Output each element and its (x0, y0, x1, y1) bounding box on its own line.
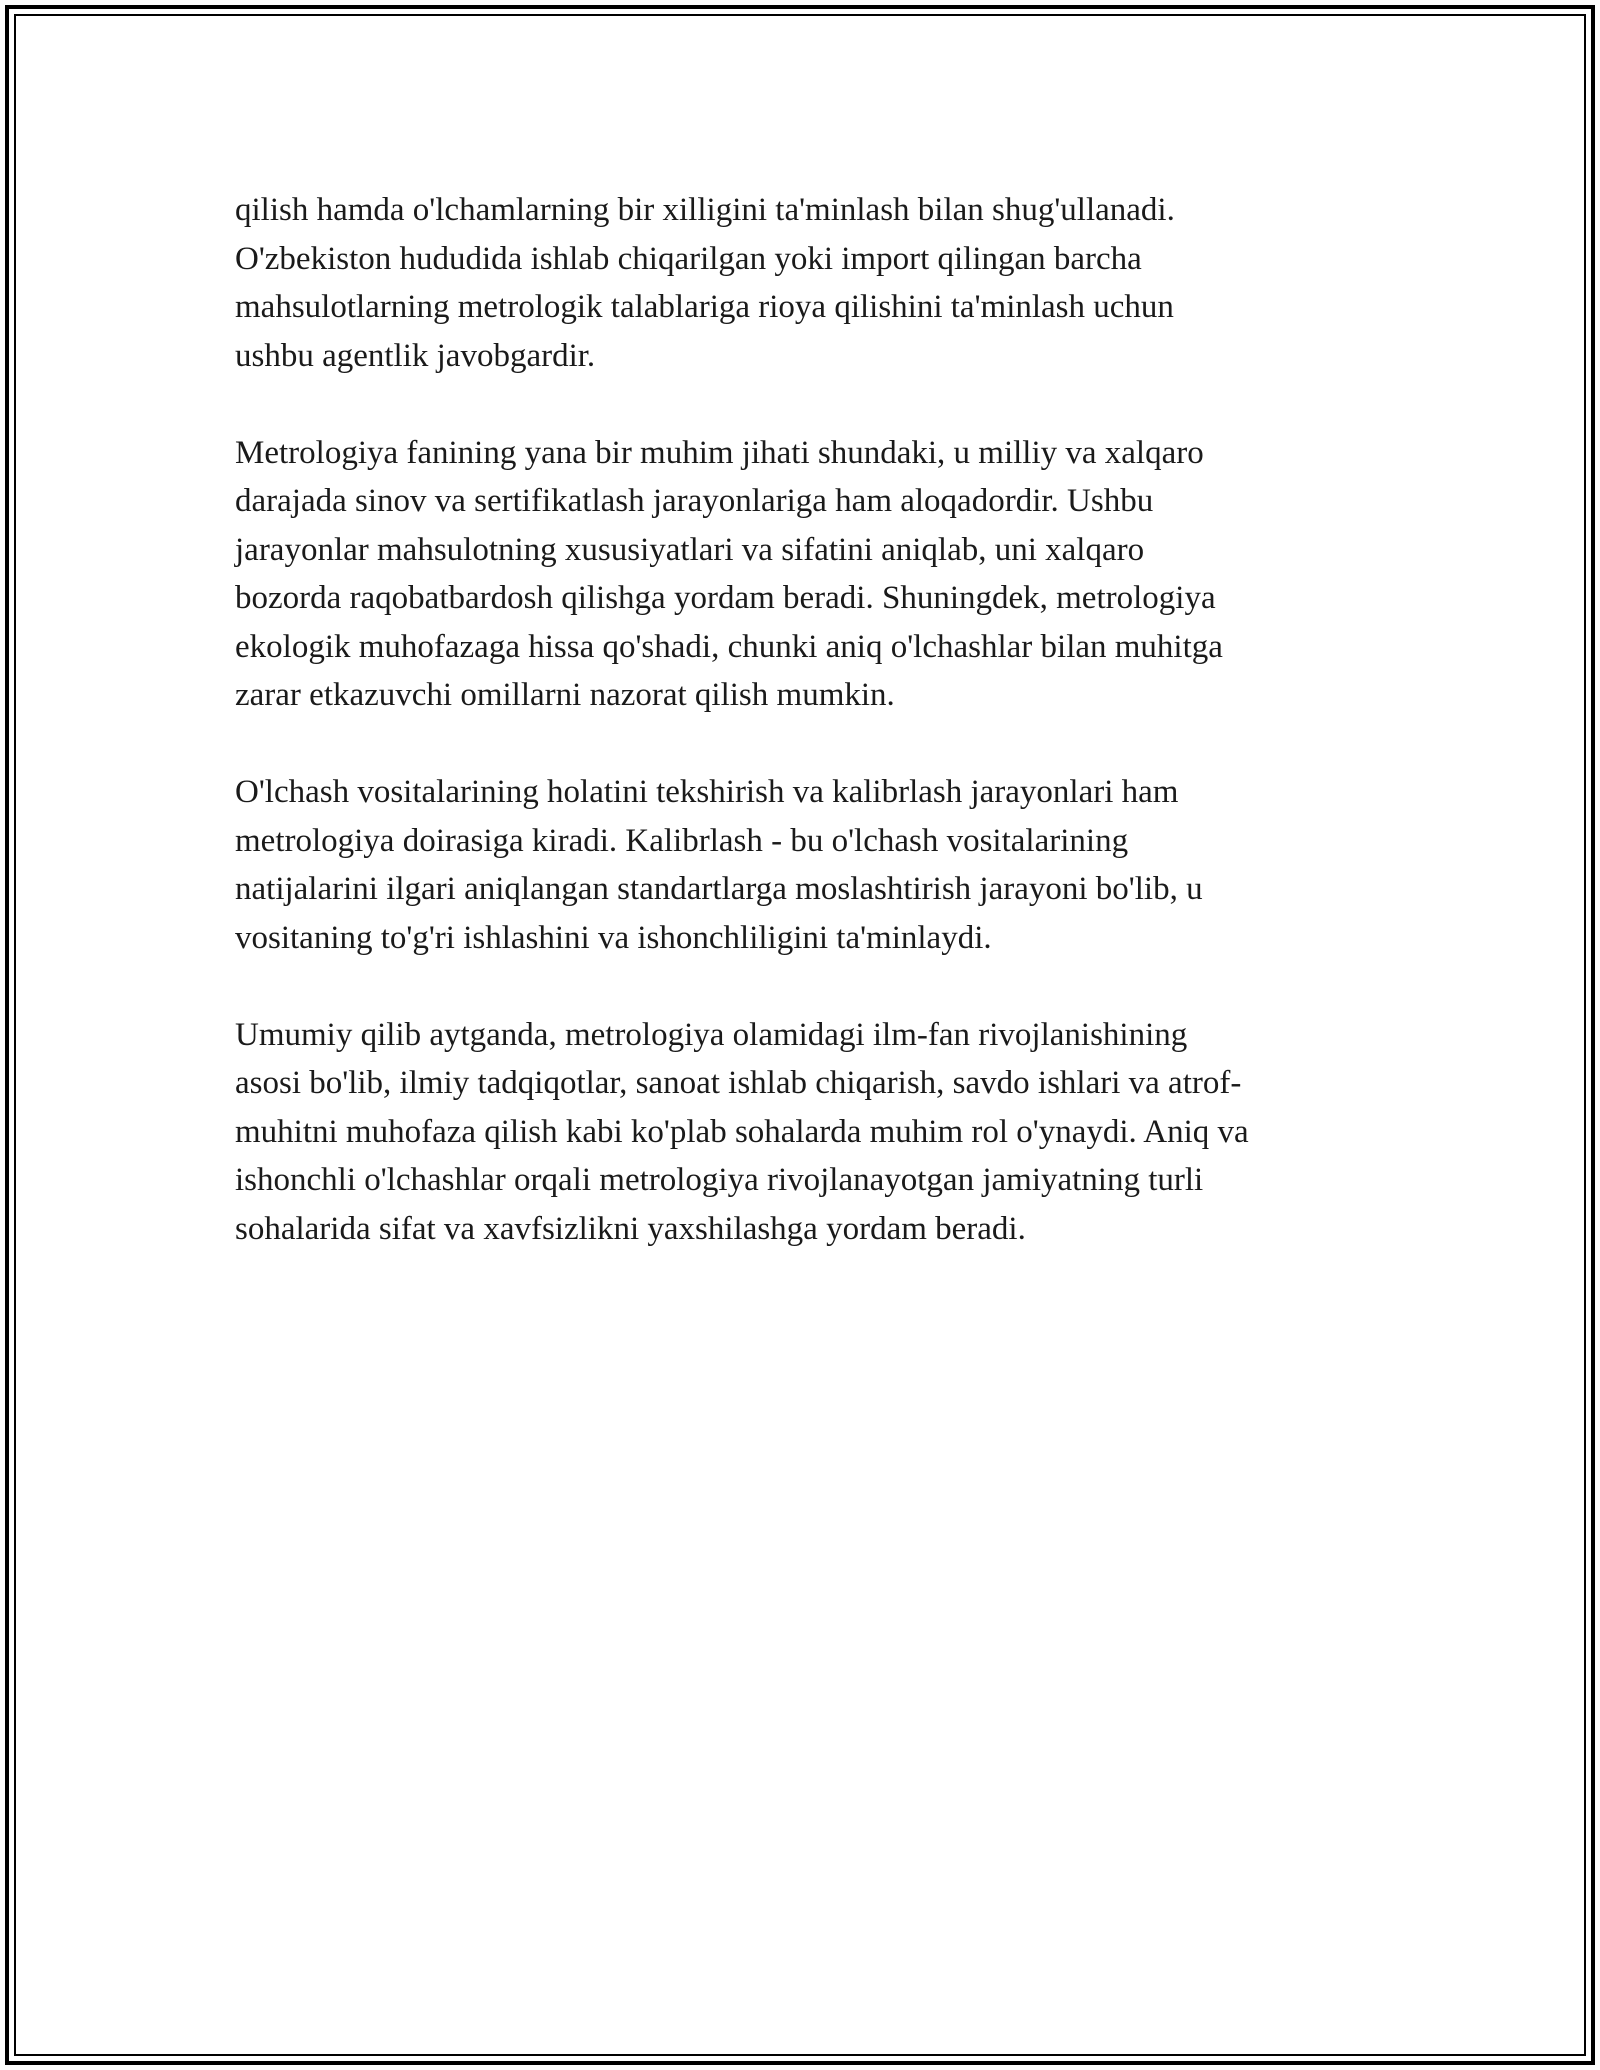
document-body (235, 186, 1370, 1302)
text-line: natijalarini ilgari aniqlangan standartlarga moslashtirish jarayoni bo'lib, u (235, 871, 1203, 907)
text-line: zarar etkazuvchi omillarni nazorat qilish mumkin. (235, 677, 895, 713)
text-line: darajada sinov va sertifikatlash jarayonlariga ham aloqadordir. Ushbu (235, 483, 1154, 519)
text-line: Metrologiya fanining yana bir muhim jihati shundaki, u milliy va xalqaro (235, 434, 1204, 471)
paragraph-1 (235, 186, 1370, 380)
text-line: ushbu agentlik javobgardir. (235, 337, 596, 374)
text-line: qilish hamda o'lchamlarning bir xilligini ta'minlash bilan shug'ullanadi. (235, 192, 1175, 228)
paragraph-3 (235, 768, 1370, 962)
text-line: ishonchli o'lchashlar orqali metrologiya rivojlanayotgan jamiyatning turli (235, 1162, 1204, 1198)
text-line: muhitni muhofaza qilish kabi ko'plab sohalarda muhim rol o'ynaydi. Aniq va (235, 1113, 1249, 1150)
paragraph-4 (235, 1011, 1370, 1254)
text-line: Umumiy qilib aytganda, metrologiya olamidagi ilm-fan rivojlanishining (235, 1016, 1188, 1053)
text-line: mahsulotlarning metrologik talablariga rioya qilishini ta'minlash uchun (235, 289, 1174, 325)
text-line: sohalarida sifat va xavfsizlikni yaxshilashga yordam beradi. (235, 1210, 1026, 1247)
text-line: ekologik muhofazaga hissa qo'shadi, chunki aniq o'lchashlar bilan muhitga (235, 628, 1223, 665)
text-line: O'zbekiston hududida ishlab chiqarilgan yoki import qilingan barcha (235, 240, 1142, 277)
text-line: vositaning to'g'ri ishlashini va ishonchliligini ta'minlaydi. (235, 919, 992, 956)
paragraph-2 (235, 429, 1370, 720)
text-line: O'lchash vositalarining holatini tekshirish va kalibrlash jarayonlari ham (235, 774, 1179, 810)
text-line: bozorda raqobatbardosh qilishga yordam beradi. Shuningdek, metrologiya (235, 580, 1216, 616)
text-line: metrologiya doirasiga kiradi. Kalibrlash - bu o'lchash vositalarining (235, 822, 1129, 859)
text-line: jarayonlar mahsulotning xususiyatlari va sifatini aniqlab, uni xalqaro (235, 531, 1145, 568)
text-line: asosi bo'lib, ilmiy tadqiqotlar, sanoat ishlab chiqarish, savdo ishlari va atrof- (235, 1065, 1242, 1101)
